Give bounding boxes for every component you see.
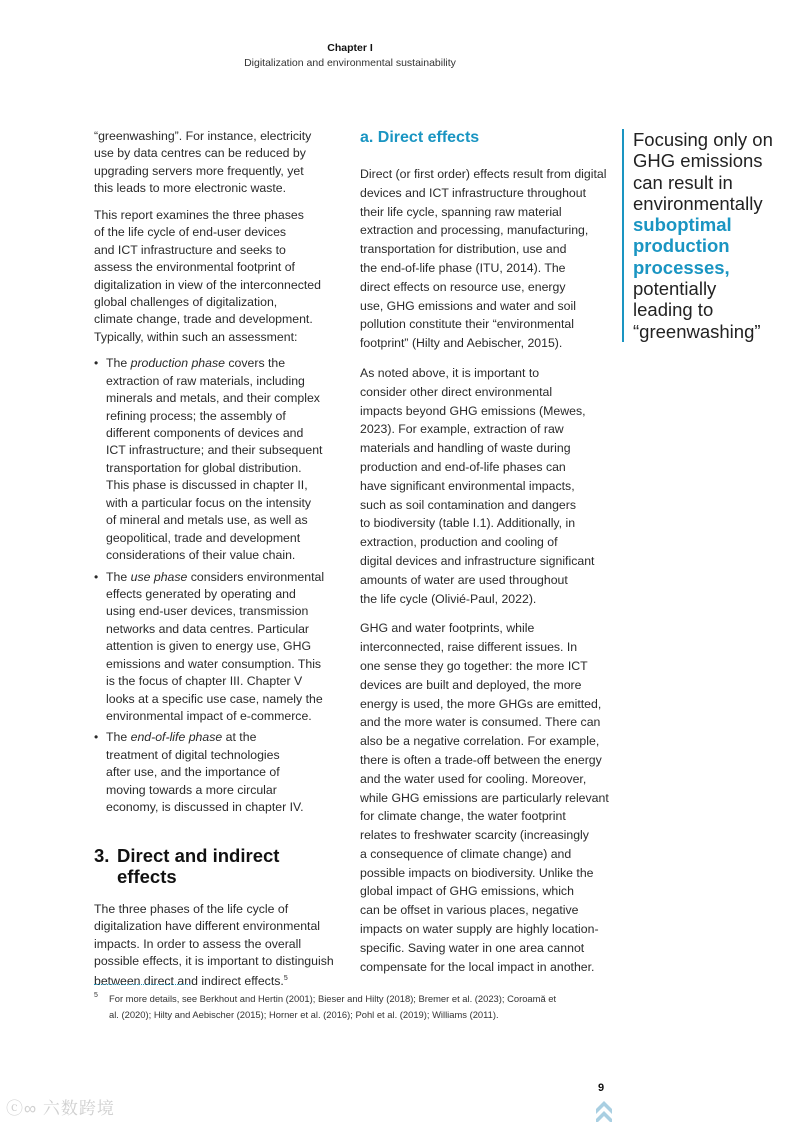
paragraph xyxy=(94,128,344,198)
quote-line: suboptimal xyxy=(633,214,732,236)
text-line: This phase is discussed in chapter II, xyxy=(106,478,308,493)
text-line: geopolitical, trade and development xyxy=(106,530,301,545)
text-line: ICT infrastructure; and their subsequent xyxy=(106,443,323,458)
text-line: different components of devices and xyxy=(106,426,304,440)
text-line: upgrading servers more frequently, yet xyxy=(94,163,304,178)
pull-quote xyxy=(622,129,773,342)
quote-line: production xyxy=(633,235,730,257)
text-line: this leads to more electronic waste. xyxy=(94,181,287,196)
footnote-ref[interactable]: 5 xyxy=(283,975,288,983)
watermark-logo: ⓒ∞ 六数跨境 xyxy=(6,1099,115,1118)
text: covers the xyxy=(224,356,286,371)
text-line: networks and data centres. Particular xyxy=(106,621,310,636)
text-line: between direct and indirect effects. xyxy=(94,974,284,989)
column-2 xyxy=(360,128,610,987)
text-line: have significant environmental impacts, xyxy=(360,478,575,493)
paragraph xyxy=(360,364,610,608)
bullet-item xyxy=(94,355,344,564)
text-line xyxy=(106,569,344,586)
footnote-divider xyxy=(94,984,190,985)
text-line: extraction and processing, manufacturing, xyxy=(360,223,589,238)
text: considers environmental xyxy=(187,569,325,584)
text-line: This report examines the three phases xyxy=(94,207,304,222)
text: The xyxy=(106,356,131,371)
paragraph xyxy=(94,207,344,347)
quote-line: Focusing only on xyxy=(633,129,773,150)
bullet-icon: • xyxy=(94,730,99,745)
text-line: such as soil contamination and dangers xyxy=(360,497,577,512)
text-line: impacts. In order to assess the overall xyxy=(94,936,302,951)
text-line: Typically, within such an assessment: xyxy=(94,329,298,344)
text-line: one sense they go together: the more ICT xyxy=(360,658,588,673)
text-line: also be a negative correlation. For example, xyxy=(360,734,600,749)
text-line: use, GHG emissions and water and soil xyxy=(360,298,576,313)
text-line: global impact of GHG emissions, which xyxy=(360,884,574,899)
text-line: footprint” (Hilty and Aebischer, 2015). xyxy=(360,336,563,351)
text-line: of the life cycle of end-user devices xyxy=(94,225,287,240)
text-line: to biodiversity (table I.1). Additionally, in xyxy=(360,516,576,531)
text-line: “greenwashing”. For instance, electricity xyxy=(94,129,312,143)
text: The xyxy=(106,730,131,745)
text-line xyxy=(106,729,344,746)
text-line: GHG and water footprints, while xyxy=(360,621,535,636)
text-line: consider other direct environmental xyxy=(360,384,553,399)
text-line: minerals and metals, and their complex xyxy=(106,391,320,406)
text-line: impacts beyond GHG emissions (Mewes, xyxy=(360,403,586,418)
text-line: moving towards a more circular xyxy=(106,782,277,797)
text-line: a consequence of climate change) and xyxy=(360,846,572,861)
paragraph xyxy=(360,619,610,976)
text-line: effects generated by operating and xyxy=(106,586,296,601)
text-line: interconnected, raise different issues. In xyxy=(360,640,578,655)
text-line: amounts of water are used throughout xyxy=(360,572,568,587)
text-line: relates to freshwater scarcity (increasingly xyxy=(360,828,589,843)
text: The xyxy=(106,569,131,584)
subsection-heading: a. Direct effects xyxy=(360,129,480,146)
text-line: climate change, trade and development. xyxy=(94,312,313,327)
text-line: treatment of digital technologies xyxy=(106,747,280,762)
text-line: extraction of raw materials, including xyxy=(106,373,305,388)
footnote-line: al. (2020); Hilty and Aebischer (2015); Horner et al. (2016); Pohl et al. (2019); Williams (2011). xyxy=(109,1009,499,1020)
chevron-up-icon[interactable] xyxy=(594,1098,614,1122)
chapter-label: Chapter I xyxy=(327,42,373,54)
text-line: refining process; the assembly of xyxy=(106,408,286,423)
text-line: As noted above, it is important to xyxy=(360,365,540,380)
text-line: Direct (or first order) effects result from digital xyxy=(360,167,607,181)
text-line: devices are built and deployed, the more xyxy=(360,677,582,692)
paragraph xyxy=(360,165,610,353)
text-line: economy, is discussed in chapter IV. xyxy=(106,800,304,815)
text-line: assess the environmental footprint of xyxy=(94,260,295,275)
text-line: of mineral and metals use, as well as xyxy=(106,513,308,528)
text-line: and the water used for cooling. Moreover, xyxy=(360,771,587,786)
text-line: transportation for distribution, use and xyxy=(360,242,567,257)
text-line: considerations of their value chain. xyxy=(106,548,296,563)
text-line: compensate for the local impact in another. xyxy=(360,959,595,974)
section-heading xyxy=(94,845,344,887)
text-line: looks at a specific use case, namely the xyxy=(106,691,323,706)
emphasis: use phase xyxy=(130,569,188,584)
text-line: specific. Saving water in one area cannot xyxy=(360,940,585,955)
paragraph xyxy=(94,901,344,988)
bullet-icon: • xyxy=(94,356,99,371)
quote-line: “greenwashing” xyxy=(633,320,761,342)
chapter-subtitle: Digitalization and environmental sustainability xyxy=(244,57,456,69)
text-line: while GHG emissions are particularly relevant xyxy=(360,790,609,805)
text-line: pollution constitute their “environmental xyxy=(360,317,574,332)
page-number: 9 xyxy=(598,1082,605,1094)
bullet-item xyxy=(94,569,344,726)
quote-line: GHG emissions xyxy=(633,150,763,172)
quote-line: leading to xyxy=(633,299,714,321)
text-line: environmental impact of e-commerce. xyxy=(106,709,312,723)
text-line: direct effects on resource use, energy xyxy=(360,279,566,294)
text-line: impacts on water supply are highly location- xyxy=(360,922,599,937)
text-line: devices and ICT infrastructure throughout xyxy=(360,185,587,200)
text-line: use by data centres can be reduced by xyxy=(94,146,306,161)
text-line: and ICT infrastructure and seeks to xyxy=(94,242,286,257)
bullet-icon: • xyxy=(94,569,99,584)
text-line: global challenges of digitalization, xyxy=(94,294,278,309)
text-line: with a particular focus on the intensity xyxy=(106,495,312,510)
text-line: the life cycle (Olivié-Paul, 2022). xyxy=(360,591,537,606)
bullet-item xyxy=(94,729,344,816)
text-line: their life cycle, spanning raw material xyxy=(360,204,562,219)
section-number: 3. xyxy=(94,844,110,866)
text-line: transportation for global distribution. xyxy=(106,460,302,475)
text-line: after use, and the importance of xyxy=(106,765,280,780)
text-line: extraction, production and cooling of xyxy=(360,535,558,550)
text-line: production and end-of-life phases can xyxy=(360,459,566,474)
text-line xyxy=(106,355,344,372)
text-line: for climate change, the water footprint xyxy=(360,809,566,824)
text-line: and the more water is consumed. There can xyxy=(360,715,601,730)
text: at the xyxy=(222,730,257,745)
column-1 xyxy=(94,128,344,997)
text-line: possible effects, it is important to distinguish xyxy=(94,953,334,968)
text-line: attention is given to energy use, GHG xyxy=(106,639,312,654)
text-line: energy is used, the more GHGs are emitted, xyxy=(360,696,602,711)
text-line: possible impacts on biodiversity. Unlike the xyxy=(360,865,594,880)
text-line: can be offset in various places, negative xyxy=(360,903,579,918)
quote-line: environmentally xyxy=(633,192,763,214)
footnote-line: For more details, see Berkhout and Hertin (2001); Bieser and Hilty (2018); Bremer et al. (2023); Coroamă et xyxy=(109,993,557,1004)
text-line: there is often a trade-off between the energy xyxy=(360,752,602,767)
text-line: emissions and water consumption. This xyxy=(106,656,322,671)
section-title-line1: Direct and indirect xyxy=(117,844,280,866)
quote-line: processes, xyxy=(633,256,730,278)
footnote xyxy=(94,991,556,1023)
text-line: The three phases of the life cycle of xyxy=(94,901,289,916)
text-line: digitalization have different environmental xyxy=(94,919,321,934)
quote-line: can result in xyxy=(633,171,733,193)
footnote-mark: 5 xyxy=(94,992,98,999)
text-line: the end-of-life phase (ITU, 2014). The xyxy=(360,260,566,275)
text-line: digitalization in view of the interconnected xyxy=(94,277,321,292)
emphasis: end-of-life phase xyxy=(130,730,223,745)
text-line: 2023). For example, extraction of raw xyxy=(360,422,564,437)
text-line: digital devices and infrastructure significant xyxy=(360,553,595,568)
section-title-line2: effects xyxy=(117,865,177,887)
emphasis: production phase xyxy=(130,356,225,371)
text-line: using end-user devices, transmission xyxy=(106,604,309,619)
text-line: is the focus of chapter III. Chapter V xyxy=(106,674,303,689)
text-line: materials and handling of waste during xyxy=(360,441,571,456)
quote-line: potentially xyxy=(633,278,717,300)
